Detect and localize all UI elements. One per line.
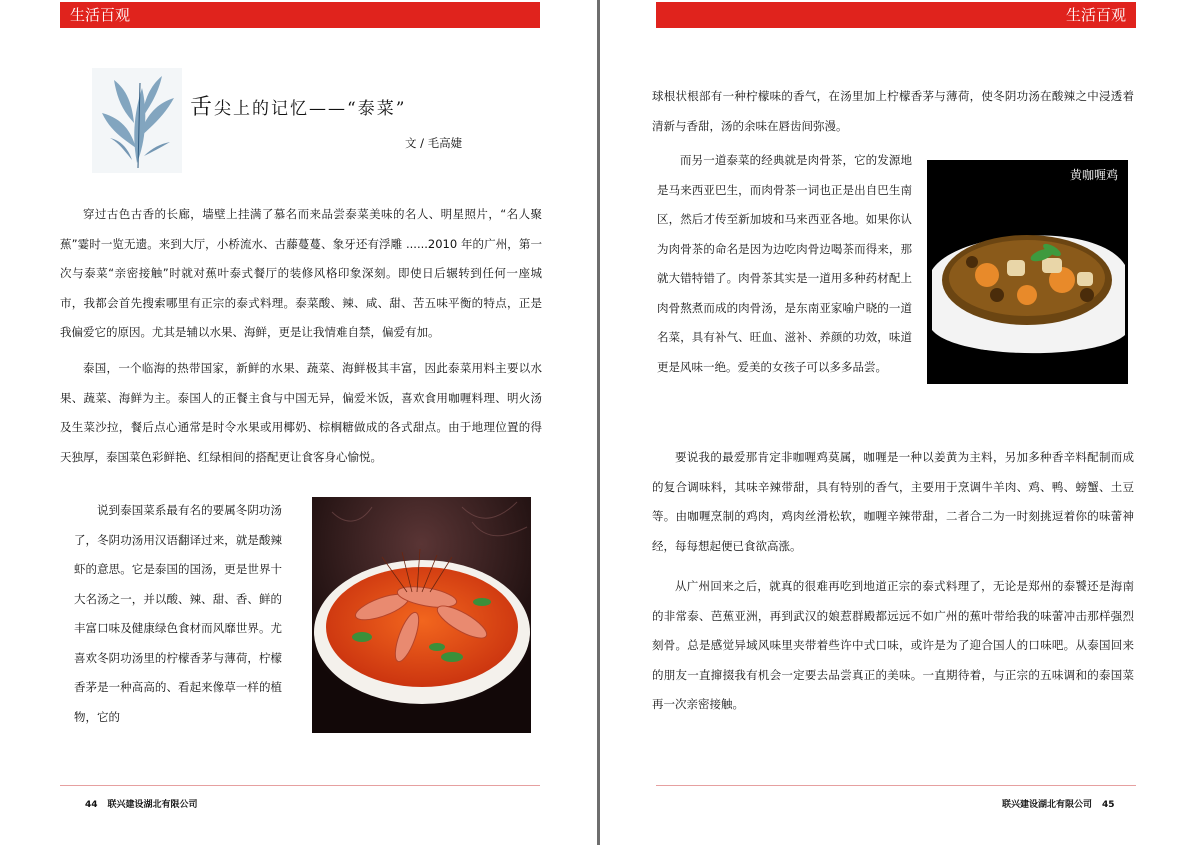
curry-chicken-photo (927, 160, 1128, 384)
left-paragraph-2: 泰国，一个临海的热带国家，新鲜的水果、蔬菜、海鲜极其丰富，因此泰菜用料主要以水果、蔬菜、海鲜为主。泰国人的正餐主食与中国无异，偏爱米饭，喜欢食用咖喱料理、明火汤及生菜沙拉，餐后点心通常是时令水果或用椰奶、棕榈糖做成的各式甜点。由于地理位置的得天独厚，泰国菜色彩鲜艳、红绿相间的搭配更让食客身心愉悦。 (60, 361, 542, 464)
left-footer-rule (60, 785, 540, 786)
tom-yum-soup-illustration (312, 497, 531, 733)
right-footer (992, 797, 1115, 810)
article-title-rest: 尖上的记忆——“泰菜” (214, 99, 407, 119)
right-paragraph-2: 而另一道泰菜的经典就是肉骨茶，它的发源地是马来西亚巴生，而肉骨茶一词也正是出自巴生南区，然后才传至新加坡和马来西亚各地。如果你认为肉骨茶的命名是因为边吃肉骨边喝茶而得来，那就大错特错了。肉骨茶其实是一道用多种药材配上肉骨熬煮而成的肉骨汤，是东南亚家喻户晓的一道名菜，具有补气、旺血、滋补、养颜的功效，味道更是风味一绝。爱美的女孩子可以多多品尝。 (657, 153, 912, 374)
right-company-name: 联兴建设湖北有限公司 (1002, 800, 1093, 810)
right-paragraph-4: 从广州回来之后，就真的很难再吃到地道正宗的泰式料理了，无论是郑州的泰饕还是海南的非常泰、芭蕉亚洲，再到武汉的娘惹群殿都远远不如广州的蕉叶带给我的味蕾冲击那样强烈刻骨。总是感觉异域风味里夹带着些许中式口味，或许是为了迎合国人的口味吧。从泰国回来的朋友一直撺掇我有机会一定要去品尝真正的美味。一直期待着，与正宗的五味调和的泰国菜再一次亲密接触。 (652, 579, 1134, 711)
left-footer (85, 797, 208, 810)
right-header-bar: 生活百观 (656, 2, 1136, 28)
curry-chicken-caption: 黄咖喱鸡 (1069, 168, 1118, 182)
leaf-decoration-icon (92, 68, 182, 173)
article-title-prefix: 舌 (190, 95, 215, 120)
article-title-block (92, 68, 512, 178)
right-footer-rule (656, 785, 1136, 786)
article-author: 文 / 毛高婕 (405, 136, 463, 150)
tom-yum-soup-photo (312, 497, 531, 733)
article-title (190, 90, 406, 121)
right-paragraph-1: 球根状根部有一种柠檬味的香气，在汤里加上柠檬香茅与薄荷，使冬阴功汤在酸辣之中浸透着清新与香甜，汤的余味在唇齿间弥漫。 (652, 89, 1134, 133)
left-header-bar: 生活百观 (60, 2, 540, 28)
left-paragraph-3: 说到泰国菜系最有名的要属冬阴功汤了，冬阴功汤用汉语翻译过来，就是酸辣虾的意思。它是泰国的国汤，更是世界十大名汤之一，并以酸、辣、甜、香、鲜的丰富口味及健康绿色食材而风靡世界。尤喜欢冬阴功汤里的柠檬香茅与薄荷，柠檬香茅是一种高高的、看起来像草一样的植物，它的 (74, 503, 282, 724)
left-page-number: 44 (85, 800, 98, 810)
curry-chicken-illustration (927, 160, 1128, 384)
right-page-number: 45 (1102, 800, 1115, 810)
left-paragraph-1: 穿过古色古香的长廊，墙壁上挂满了慕名而来品尝泰菜美味的名人、明星照片，“名人聚蕉”霎时一览无遗。来到大厅，小桥流水、古藤蔓蔓、象牙还有浮雕 ......2010 年的广州，第一次与泰菜“亲密接触”时就对蕉叶泰式餐厅的装修风格印象深刻。即使日后辗转到任何一座城市，我都会首先搜索哪里有正宗的泰式料理。泰菜酸、辣、咸、甜、苦五味平衡的特点，正是我偏爱它的原因。尤其是辅以水果、海鲜，更是让我情难自禁，偏爱有加。 (60, 207, 542, 339)
right-page (600, 0, 1191, 845)
right-paragraph-3: 要说我的最爱那肯定非咖喱鸡莫属，咖喱是一种以姜黄为主料，另加多种香辛料配制而成的复合调味料，其味辛辣带甜，具有特别的香气，主要用于烹调牛羊肉、鸡、鸭、螃蟹、土豆等。由咖喱烹制的鸡肉，鸡肉丝滑松软，咖喱辛辣带甜，二者合二为一时刻挑逗着你的味蕾神经，每每想起便已食欲高涨。 (652, 450, 1134, 553)
left-company-name: 联兴建设湖北有限公司 (107, 800, 198, 810)
